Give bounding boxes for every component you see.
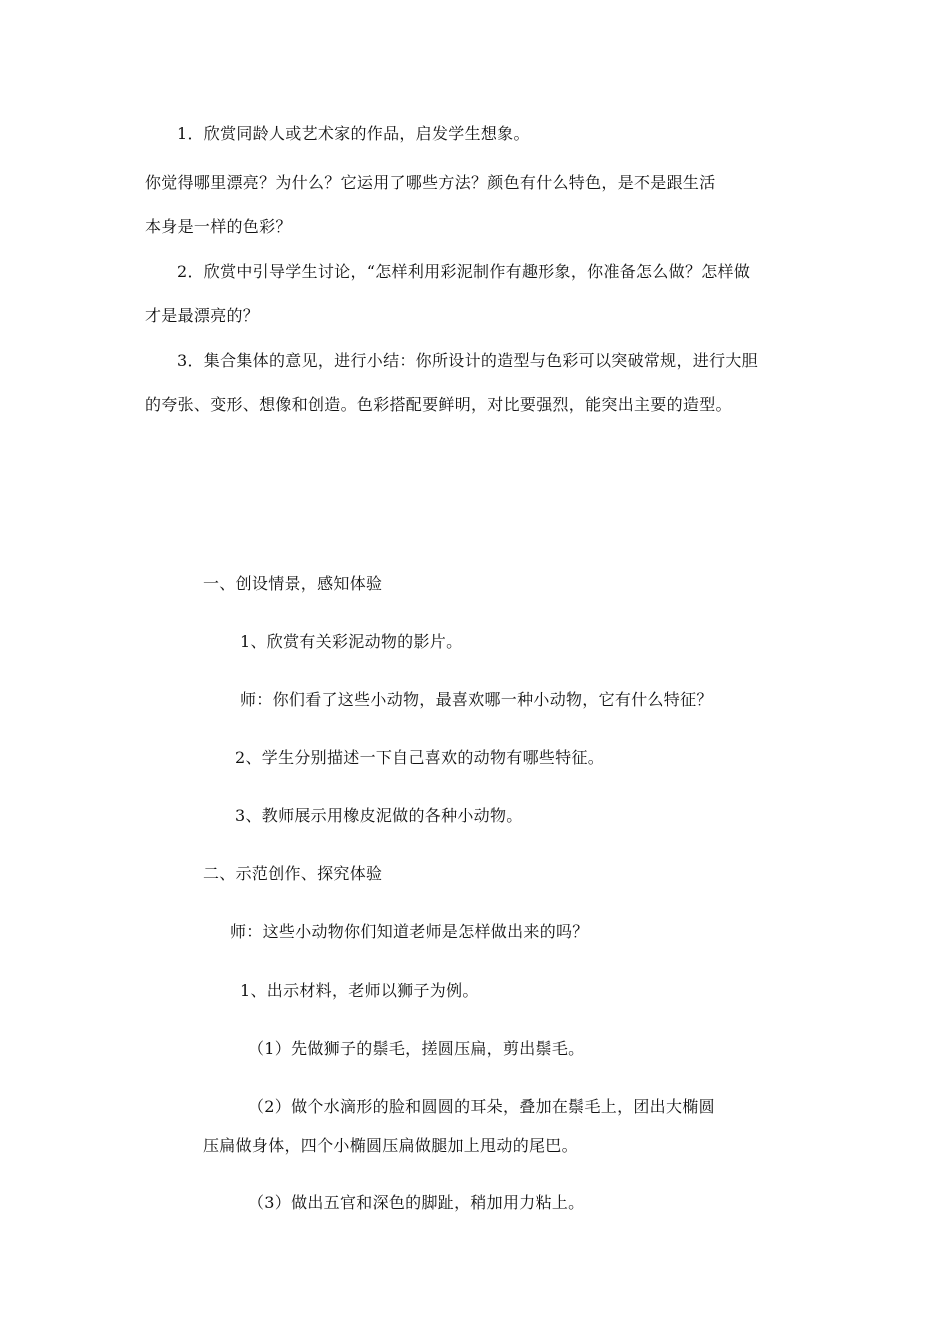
section2-step1: 1、出示材料，老师以狮子为例。 <box>240 981 479 1000</box>
part1-item3-line2: 的夸张、变形、想像和创造。色彩搭配要鲜明，对比要强烈，能突出主要的造型。 <box>145 395 732 414</box>
section1-heading: 一、创设情景，感知体验 <box>203 574 383 593</box>
section2-heading: 二、示范创作、探究体验 <box>203 864 383 883</box>
part1-item3-line1: 3．集合集体的意见，进行小结：你所设计的造型与色彩可以突破常规，进行大胆 <box>177 351 758 370</box>
section1-step3: 3、教师展示用橡皮泥做的各种小动物。 <box>235 806 523 825</box>
section2-substep1: （1）先做狮子的鬃毛，搓圆压扁，剪出鬃毛。 <box>248 1039 585 1058</box>
part1-item2-line2: 才是最漂亮的？ <box>145 306 260 325</box>
section1-step1: 1、欣赏有关彩泥动物的影片。 <box>240 632 463 651</box>
section2-substep2-line1: （2）做个水滴形的脸和圆圆的耳朵，叠加在鬃毛上，团出大椭圆 <box>248 1097 715 1116</box>
section2-teacher-question: 师：这些小动物你们知道老师是怎样做出来的吗？ <box>230 922 589 941</box>
part1-item2-line1: 2．欣赏中引导学生讨论，“怎样利用彩泥制作有趣形象，你准备怎么做？怎样做 <box>177 262 751 281</box>
part1-item1-title: 1．欣赏同龄人或艺术家的作品，启发学生想象。 <box>177 124 530 143</box>
section1-step2: 2、学生分别描述一下自己喜欢的动物有哪些特征。 <box>235 748 605 767</box>
section2-substep3: （3）做出五官和深色的脚趾，稍加用力粘上。 <box>248 1193 585 1212</box>
part1-item1-question-line2: 本身是一样的色彩？ <box>145 217 292 236</box>
section1-teacher-question: 师：你们看了这些小动物，最喜欢哪一种小动物，它有什么特征？ <box>240 690 713 709</box>
part1-item1-question-line1: 你觉得哪里漂亮？为什么？它运用了哪些方法？颜色有什么特色，是不是跟生活 <box>145 173 716 192</box>
section2-substep2-line2: 压扁做身体，四个小椭圆压扁做腿加上甩动的尾巴。 <box>203 1136 578 1155</box>
